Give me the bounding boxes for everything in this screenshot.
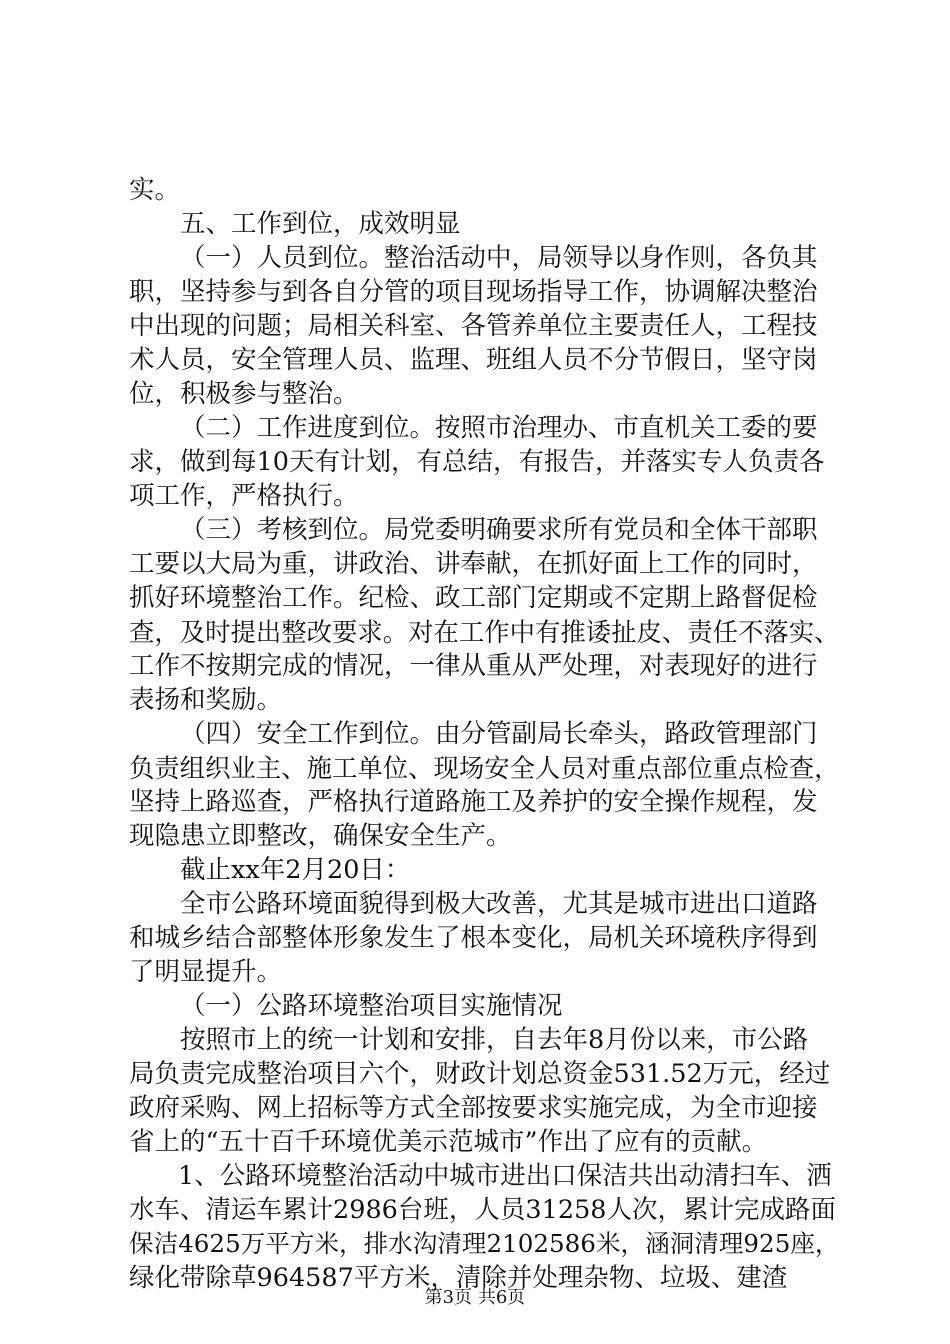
section-heading: 五、工作到位，成效明显 — [180, 209, 461, 239]
text-line: 坚持上路巡查，严格执行道路施工及养护的安全操作规程，发 — [129, 787, 818, 817]
text-line: 按照市上的统一计划和安排，自去年8月份以来，市公路 — [180, 1025, 809, 1055]
text-line: 工作不按期完成的情况，一律从重从严处理，对表现好的进行 — [129, 651, 818, 681]
text-line: 全市公路环境面貌得到极大改善，尤其是城市进出口道路 — [180, 889, 818, 919]
text-line: 抓好环境整治工作。纪检、政工部门定期或不定期上路督促检 — [129, 583, 818, 613]
text-line: 局负责完成整治项目六个，财政计划总资金531.52万元，经过 — [129, 1059, 831, 1089]
page-number-footer: 第3页 共6页 — [424, 1287, 526, 1308]
text-line: 政府采购、网上招标等方式全部按要求实施完成，为全市迎接 — [129, 1093, 818, 1123]
text-line: 实。 — [129, 175, 181, 205]
text-line: 现隐患立即整改，确保安全生产。 — [129, 821, 512, 851]
section-heading: （一）公路环境整治项目实施情况 — [180, 991, 563, 1021]
text-line: （二）工作进度到位。按照市治理办、市直机关工委的要 — [180, 413, 818, 443]
text-line: 位，积极参与整治。 — [129, 379, 359, 409]
text-line: 求，做到每10天有计划，有总结，有报告，并落实专人负责各 — [129, 447, 825, 477]
text-line: 省上的“五十百千环境优美示范城市”作出了应有的贡献。 — [129, 1127, 768, 1157]
text-line: 术人员，安全管理人员、监理、班组人员不分节假日，坚守岗 — [129, 345, 818, 375]
text-line: （三）考核到位。局党委明确要求所有党员和全体干部职 — [180, 515, 818, 545]
text-line: 截止xx年2月20日： — [180, 855, 411, 885]
text-line: 和城乡结合部整体形象发生了根本变化，局机关环境秩序得到 — [129, 923, 818, 953]
text-line: 查，及时提出整改要求。对在工作中有推诿扯皮、责任不落实、 — [129, 617, 840, 647]
text-line: 保洁4625万平方米，排水沟清理2102586米，涵洞清理925座， — [129, 1229, 840, 1258]
text-line: （四）安全工作到位。由分管副局长牵头，路政管理部门 — [180, 719, 818, 749]
text-line: 负责组织业主、施工单位、现场安全人员对重点部位重点检查， — [129, 753, 840, 783]
text-line: 中出现的问题；局相关科室、各管养单位主要责任人，工程技 — [129, 311, 818, 341]
text-line: 工要以大局为重，讲政治、讲奉献，在抓好面上工作的同时， — [129, 549, 818, 579]
text-line: 1、公路环境整治活动中城市进出口保洁共出动清扫车、洒 — [178, 1161, 832, 1191]
text-line: 水车、清运车累计2986台班，人员31258人次，累计完成路面 — [129, 1195, 837, 1225]
text-line: 表扬和奖励。 — [129, 685, 283, 715]
text-line: 绿化带除草964587平方米，清除并处理杂物、垃圾、建渣 — [129, 1263, 788, 1293]
text-line: （一）人员到位。整治活动中，局领导以身作则，各负其 — [180, 243, 818, 273]
text-line: 项工作，严格执行。 — [129, 481, 359, 511]
text-line: 职，坚持参与到各自分管的项目现场指导工作，协调解决整治 — [129, 277, 818, 307]
text-line: 了明显提升。 — [129, 957, 283, 987]
